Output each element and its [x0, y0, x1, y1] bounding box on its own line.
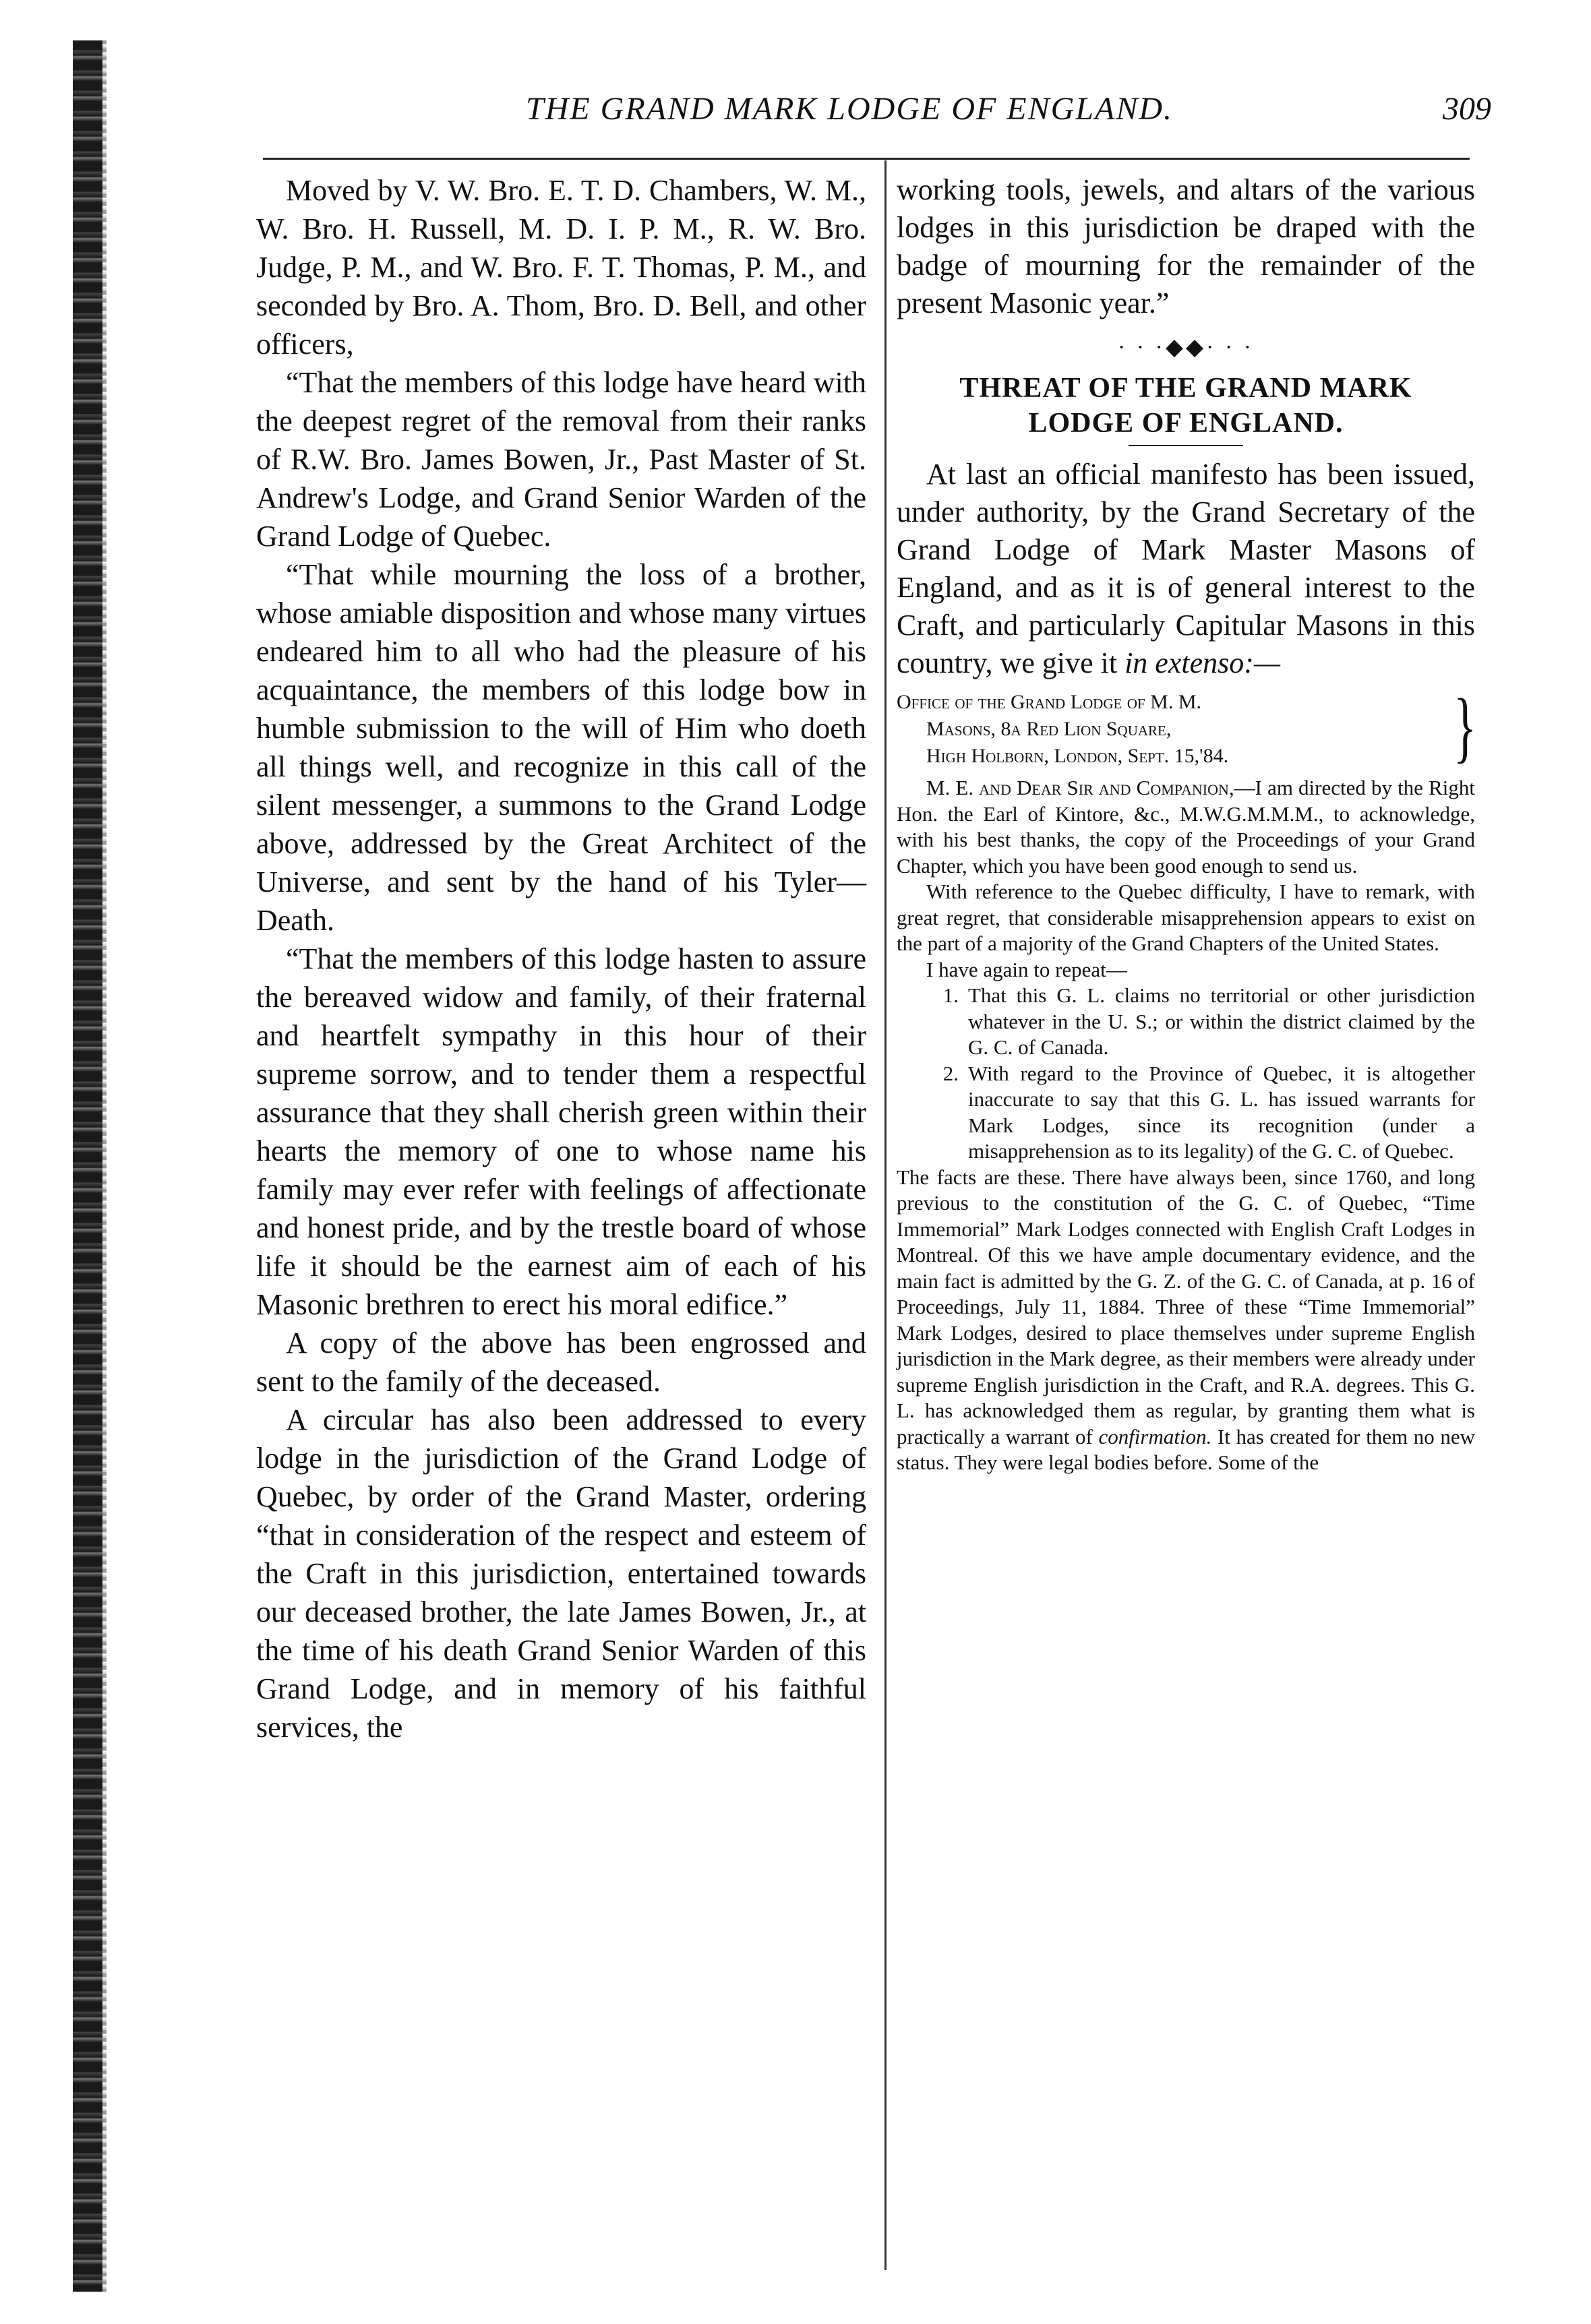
- letter-salutation-paragraph: [897, 775, 1475, 879]
- article-heading-line-2: LODGE OF ENGLAND.: [1028, 408, 1344, 439]
- list-number: 2.: [942, 1061, 959, 1085]
- book-spine-shadow: [102, 40, 107, 2292]
- right-column: [897, 171, 1475, 1476]
- resolution-paragraph: “That while mourning the loss of a brother, whose amiable disposition and whose many virtues endeared him to all who had the pleasure of his acquaintance, the members of this lodge bow in humble submission to the will of Him who doeth all things well, and recognize in this call of the silent messenger, a summons to the Grand Lodge above, addressed by the Great Architect of the Universe, and sent by the hand of his Tyler—Death.: [256, 558, 866, 937]
- letter-paragraph: With reference to the Quebec difficulty, I have to remark, with great regret, that considerable misapprehension appears to exist on the part of a majority of the Grand Chapters of the United States.: [897, 880, 1475, 955]
- letter-paragraph: [897, 1165, 1475, 1476]
- article-intro: [897, 456, 1475, 682]
- letter-paragraph: I have again to repeat—: [926, 957, 1127, 981]
- book-spine-edge: [73, 40, 102, 2292]
- list-number: 1.: [942, 983, 959, 1007]
- list-text: With regard to the Province of Quebec, it is altogether inaccurate to say that this G. L. has issued warrants for Mark Lodges, since its recognition (under a misapprehension as to its legality) of the G. C. of Quebec.: [968, 1061, 1475, 1163]
- letter-list-item: [897, 1061, 1475, 1165]
- letter-facts-text: The facts are these. There have always been, since 1760, and long previous to the constitution of the G. C. of Quebec, “Time Immemorial” Mark Lodges connected with English Craft Lodges in Montreal. Of this we have ample documentary evidence, and the main fact is admitted by the G. Z. of the G. C. of Canada, at p. 16 of Proceedings, July 11, 1884. Three of these “Time Immemorial” Mark Lodges, desired to place themselves under supreme English jurisdiction in the Mark degree, as their members were already under supreme English jurisdiction in the Craft, and R.A. degrees. This G. L. has acknowledged them as regular, by granting them what is practically a warrant of: [897, 1165, 1475, 1448]
- letter-address: [897, 682, 1476, 770]
- article-heading-line-1: THREAT OF THE GRAND MARK: [959, 373, 1412, 404]
- letter-address-line: Office of the Grand Lodge of M. M.: [897, 691, 1202, 713]
- header-rule: [263, 158, 1470, 160]
- body-paragraph: A circular has also been addressed to every lodge in the jurisdiction of the Grand Lodge of Quebec, by order of the Grand Master, ordering “that in consideration of the respect and esteem of the Craft in this jurisdiction, entertained towards our deceased brother, the late James Bowen, Jr., at the time of his death Grand Senior Warden of this Grand Lodge, and in memory of his faithful services, the: [256, 1403, 866, 1744]
- letter-salutation-text: —I am directed by the Right Hon. the Earl of Kintore, &c., M.W.G.M.M.M., to acknowledge, with his best thanks, the copy of the Proceedings of your Grand Chapter, which you have been good enough to send us.: [897, 776, 1475, 878]
- brace-glyph: }: [1453, 682, 1476, 770]
- letter-facts-italic: confirmation.: [1098, 1424, 1212, 1448]
- resolution-paragraph: “That the members of this lodge have heard with the deepest regret of the removal from their ranks of R.W. Bro. James Bowen, Jr., Past Master of St. Andrew's Lodge, and Grand Senior Warden of the Grand Lodge of Quebec.: [256, 366, 866, 553]
- letter-address-lines: [897, 689, 1448, 770]
- letter-body: [897, 775, 1475, 1476]
- letter-address-line: High Holborn, London, Sept. 15,'84.: [926, 745, 1229, 767]
- heading-rule: [1129, 445, 1243, 446]
- article-intro-text: At last an official manifesto has been issued, under authority, by the Grand Secretary of the Grand Lodge of Mark Master Masons of England, and as it is of general interest to the Craft, and particularly Capitular Masons in this country, we give it: [897, 458, 1475, 679]
- left-column: [256, 171, 866, 1746]
- article-intro-italic: in extenso:—: [1124, 646, 1280, 679]
- letter-list-item: [897, 983, 1475, 1061]
- page-header: [222, 90, 1491, 144]
- resolution-paragraph: “That the members of this lodge hasten to assure the bereaved widow and family, of their fraternal and heartfelt sympathy in this hour of their supreme sorrow, and to tender them a respectful assurance that they shall cherish green within their hearts the memory of one to whose name his family may ever refer with feelings of affectionate and honest pride, and by the trestle board of whose life it should be the earnest aim of each of his Masonic brethren to erect his moral edifice.”: [256, 942, 866, 1321]
- letter-address-line: Masons, 8a Red Lion Square,: [926, 718, 1172, 740]
- resolution-motion: Moved by V. W. Bro. E. T. D. Chambers, W. M., W. Bro. H. Russell, M. D. I. P. M., R. W. Bro. Judge, P. M., and W. Bro. F. T. Thomas, P. M., and seconded by Bro. A. Thom, Bro. D. Bell, and other officers,: [256, 174, 866, 361]
- list-text: That this G. L. claims no territorial or other jurisdiction whatever in the U. S.; or within the district claimed by the G. C. of Canada.: [968, 983, 1475, 1059]
- article-heading: [897, 371, 1475, 441]
- letter-salutation: M. E. and Dear Sir and Companion,: [926, 776, 1234, 799]
- continuation-paragraph: working tools, jewels, and altars of the various lodges in this jurisdiction be draped with the badge of mourning for the remainder of the present Masonic year.”: [897, 173, 1475, 319]
- page-number: 309: [1443, 91, 1491, 127]
- body-paragraph: A copy of the above has been engrossed and sent to the family of the deceased.: [256, 1326, 866, 1398]
- section-ornament: · · ·◆◆· · ·: [1117, 335, 1255, 360]
- column-divider: [884, 160, 887, 2270]
- running-title: THE GRAND MARK LODGE OF ENGLAND.: [526, 91, 1173, 127]
- letter-facts-text-end: It has created for them no new status. They were legal bodies before. Some of the: [897, 1424, 1476, 1474]
